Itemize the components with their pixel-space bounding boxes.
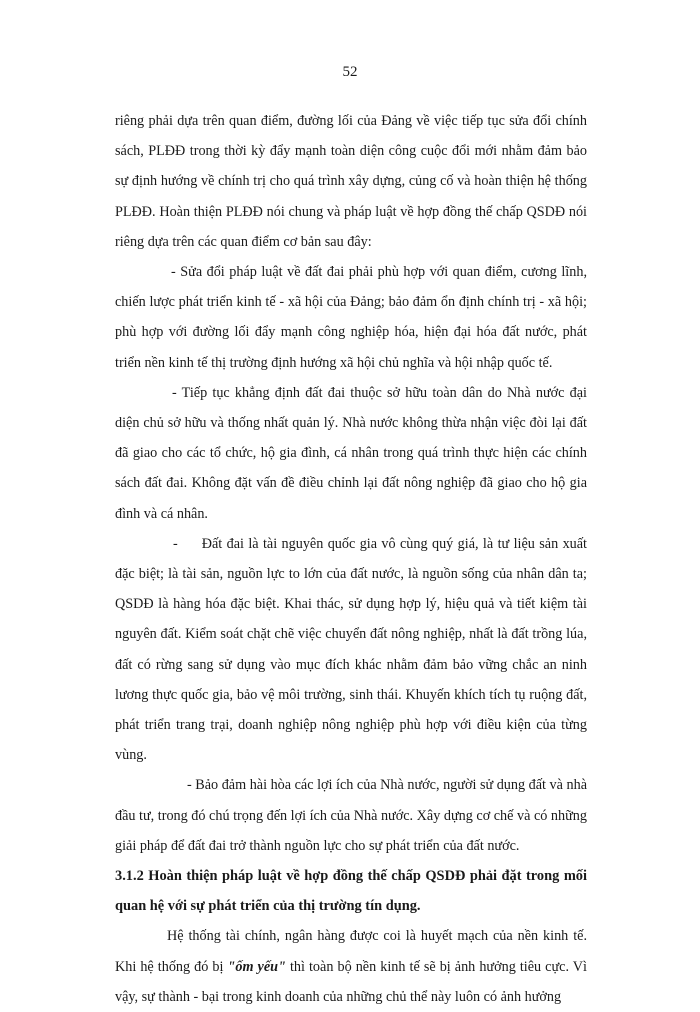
paragraph-point-2: - Tiếp tục khẳng định đất đai thuộc sở hữu toàn dân do Nhà nước đại diện chủ sở hữu và thống nhất quản lý. Nhà nước không thừa nhận việc đòi lại đất đã giao cho các tổ chức, hộ gia đình, cá nhân trong quá trình thực hiện các chính sách đất đai. Không đặt vấn đề điều chỉnh lại đất nông nghiệp đã giao cho hộ gia đình và cá nhân. <box>115 384 587 522</box>
paragraph-intro: riêng phải dựa trên quan điểm, đường lối của Đảng về việc tiếp tục sửa đổi chính sách, PLĐĐ trong thời kỳ đẩy mạnh toàn diện công cuộc đổi mới nhằm đảm bảo sự định hướng về chính trị cho quá trình xây dựng, củng cố và hoàn thiện hệ thống PLĐĐ. Hoàn thiện PLĐĐ nói chung và pháp luật về hợp đồng thế chấp QSDĐ nói riêng dựa trên các quan điểm cơ bản sau đây: <box>115 113 587 250</box>
paragraph-point-3 <box>115 529 587 771</box>
closing-text-part2: thì toàn bộ nền kinh tế sẽ bị ảnh hưởng tiêu cực. Vì vậy, sự thành - bại trong kinh doanh của những chủ thể này luôn có ảnh hưởng <box>115 958 587 1005</box>
paragraph-closing <box>115 921 587 1012</box>
closing-text-part1: Hệ thống tài chính, ngân hàng được coi là huyết mạch của nền kinh tế. Khi hệ thống đó bị <box>115 928 587 975</box>
paragraph-point-3-text: Đất đai là tài nguyên quốc gia vô cùng quý giá, là tư liệu sản xuất đặc biệt; là tài sản, nguồn lực to lớn của đất nước, là nguồn sống của nhân dân ta; QSDĐ là hàng hóa đặc biệt. Khai thác, sử dụng hợp lý, hiệu quả và tiết kiệm tài nguyên đất. Kiểm soát chặt chẽ việc chuyển đất nông nghiệp, nhất là đất trồng lúa, đất có rừng sang sử dụng vào mục đích khác nhằm đảm bảo vững chắc an ninh lương thực quốc gia, bảo vệ môi trường, sinh thái. Khuyến khích tích tụ ruộng đất, phát triển trang trại, doanh nghiệp nông nghiệp phù hợp với điều kiện của từng vùng. <box>115 535 587 764</box>
paragraph-point-1: - Sửa đổi pháp luật về đất đai phải phù hợp với quan điểm, cương lĩnh, chiến lược phát triển kinh tế - xã hội của Đảng; bảo đảm ổn định chính trị - xã hội; phù hợp với đường lối đẩy mạnh công nghiệp hóa, hiện đại hóa đất nước, phát triển nền kinh tế thị trường định hướng xã hội chủ nghĩa và hội nhập quốc tế. <box>115 264 587 371</box>
section-heading: 3.1.2 Hoàn thiện pháp luật về hợp đồng thế chấp QSDĐ phải đặt trong mối quan hệ với sự phát triển của thị trường tín dụng. <box>115 868 587 915</box>
closing-emphasis: "ốm yếu" <box>227 958 286 975</box>
page-body <box>115 106 587 1012</box>
paragraph-point-4: - Bảo đảm hài hòa các lợi ích của Nhà nước, người sử dụng đất và nhà đầu tư, trong đó chú trọng đến lợi ích của Nhà nước. Xây dựng cơ chế và có những giải pháp để đất đai trở thành nguồn lực cho sự phát triển của đất nước. <box>115 777 587 854</box>
bullet-dash: - <box>173 535 178 552</box>
page-number: 52 <box>342 64 358 80</box>
